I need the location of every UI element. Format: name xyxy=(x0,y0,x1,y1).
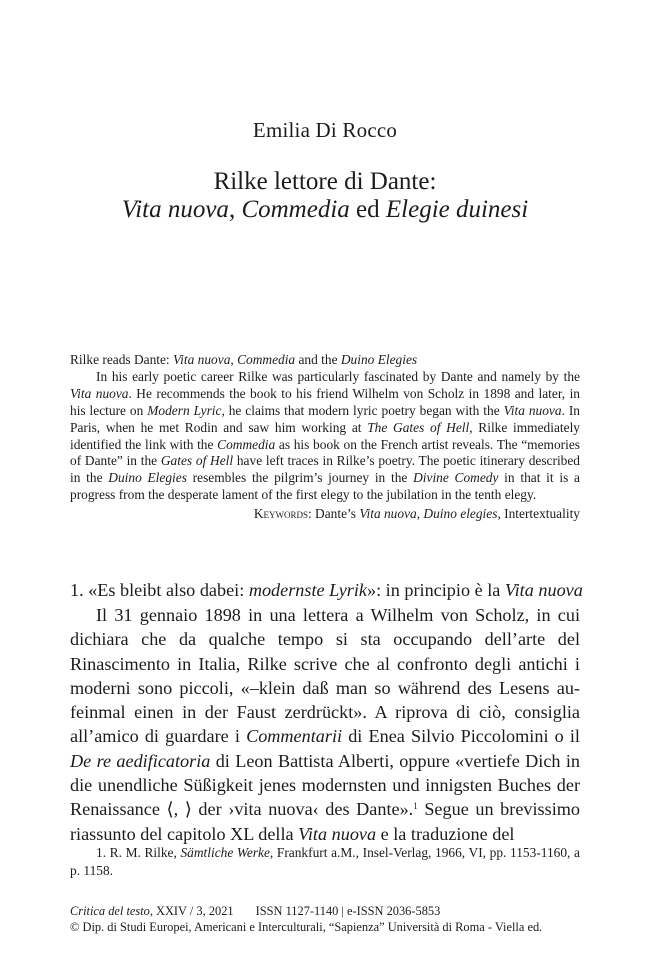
title-italic: Commedia xyxy=(241,196,350,223)
text: . In Paris, when he met Rodin and saw him working at xyxy=(70,402,580,435)
journal-title: Critica del testo xyxy=(70,904,150,918)
text: Segue un brevissimo riassunto del capitolo XL della xyxy=(70,799,580,844)
text: , xyxy=(230,352,238,367)
text: , he claims that modern lyric poetry began with the xyxy=(221,402,504,418)
footnote xyxy=(70,844,580,880)
italic: Duino Elegies xyxy=(108,470,187,486)
italic: modernste Lyrik xyxy=(248,580,367,600)
text: , xyxy=(416,506,424,522)
italic: Gates of Hell xyxy=(160,453,234,469)
text: , Rilke immediately identified the link with the xyxy=(70,419,580,452)
italic: Commentarii xyxy=(246,726,343,747)
italic: De re aedificatoria xyxy=(70,750,211,771)
text: e la traduzione del xyxy=(376,823,515,844)
italic: Sämtliche Werke xyxy=(180,845,270,860)
italic: Duino elegies xyxy=(423,506,498,522)
journal-citation xyxy=(70,904,234,920)
italic: Vita nuova xyxy=(503,402,562,418)
text: . He recommends the book to his friend Wilhelm von Scholz in 1898 and later, in his lecture on xyxy=(70,385,580,418)
text: resembles the pilgrim’s journey in the xyxy=(186,470,414,486)
text: di Enea Silvio Piccolomini o il xyxy=(342,726,580,747)
text: , Frankfurt a.M., Insel-Verlag, 1966, VI, pp. 1153-1160, a p. 1158. xyxy=(70,845,580,878)
issn: ISSN 1127-1140 | e-ISSN 2036-5853 xyxy=(255,904,441,918)
text: »: in principio è la xyxy=(366,580,505,600)
text: di Leon Battista Alberti, oppure «vertiefe Dich in die unendliche Süßigkeit jenes modernsten und innigsten Buches der Renaissance ⟨, ⟩ der ›vita nuova‹ des Dante». xyxy=(70,750,580,820)
title-italic: Vita nuova xyxy=(121,196,229,223)
title-text: , xyxy=(228,196,242,223)
keywords-label: Keywords xyxy=(253,506,308,522)
italic: Divine Comedy xyxy=(413,470,499,486)
footer-line-journal xyxy=(70,904,580,920)
italic: Vita nuova xyxy=(298,823,377,844)
italic: Vita nuova xyxy=(359,506,417,522)
italic: Vita nuova xyxy=(504,580,583,600)
author-name: Emilia Di Rocco xyxy=(252,118,398,142)
italic: Commedia xyxy=(217,436,276,452)
text: : Dante’s xyxy=(307,506,360,522)
text: have left traces in Rilke’s poetry. The poetic itinerary described in the xyxy=(70,453,581,486)
title-text: ed xyxy=(349,196,386,223)
abstract-text xyxy=(70,369,580,504)
keywords xyxy=(70,506,580,523)
italic: Vita nuova xyxy=(70,385,129,401)
copyright: © Dip. di Studi Europei, Americani e Interculturali, “Sapienza” Università di Roma - Viella ed. xyxy=(70,919,543,934)
abstract xyxy=(70,352,580,523)
text: as his book on the French artist reveals. The “memories of Dante” in the xyxy=(70,436,580,469)
italic: Duino Elegies xyxy=(340,352,418,367)
journal-volume: , XXIV / 3, 2021 xyxy=(149,904,234,918)
text: Rilke reads Dante: xyxy=(70,352,173,367)
abstract-heading xyxy=(70,352,580,369)
text: and the xyxy=(295,352,341,367)
title-italic: Elegie duinesi xyxy=(385,196,529,223)
italic: The Gates of Hell xyxy=(367,419,470,435)
text: , Intertextuality xyxy=(497,506,580,522)
text: In his early poetic career Rilke was particularly fascinated by Dante and namely by the xyxy=(96,368,580,384)
italic: Vita nuova xyxy=(173,352,231,367)
page-footer xyxy=(70,904,580,935)
italic: Modern Lyric xyxy=(147,402,222,418)
footnote-text xyxy=(70,844,580,880)
italic: Commedia xyxy=(237,352,296,367)
body-paragraph xyxy=(70,603,580,846)
paragraph xyxy=(70,603,580,846)
article-title: Rilke lettore di Dante: xyxy=(213,168,437,195)
text: 1. «Es bleibt also dabei: xyxy=(70,580,249,600)
article-subtitle xyxy=(0,196,650,224)
footnote-reference[interactable]: 1 xyxy=(413,801,418,812)
text: Il 31 gennaio 1898 in una lettera a Wilhelm von Scholz, in cui dichiara che da qualche tempo si sta occupando dell’arte del Rinascimento in Italia, Rilke scrive che al confronto degli antichi i moderni sono piccoli, «–klein daß man so während des Lesens au-feinmal einen in der Faust zerdrückt». A riprova di ciò, consiglia all’amico di guardare i xyxy=(70,605,580,747)
section-heading xyxy=(70,578,583,602)
text: 1. R. M. Rilke, xyxy=(96,845,181,860)
text: in that it is a progress from the desperate lament of the first elegy to the jubilation in the tenth elegy. xyxy=(70,470,580,503)
